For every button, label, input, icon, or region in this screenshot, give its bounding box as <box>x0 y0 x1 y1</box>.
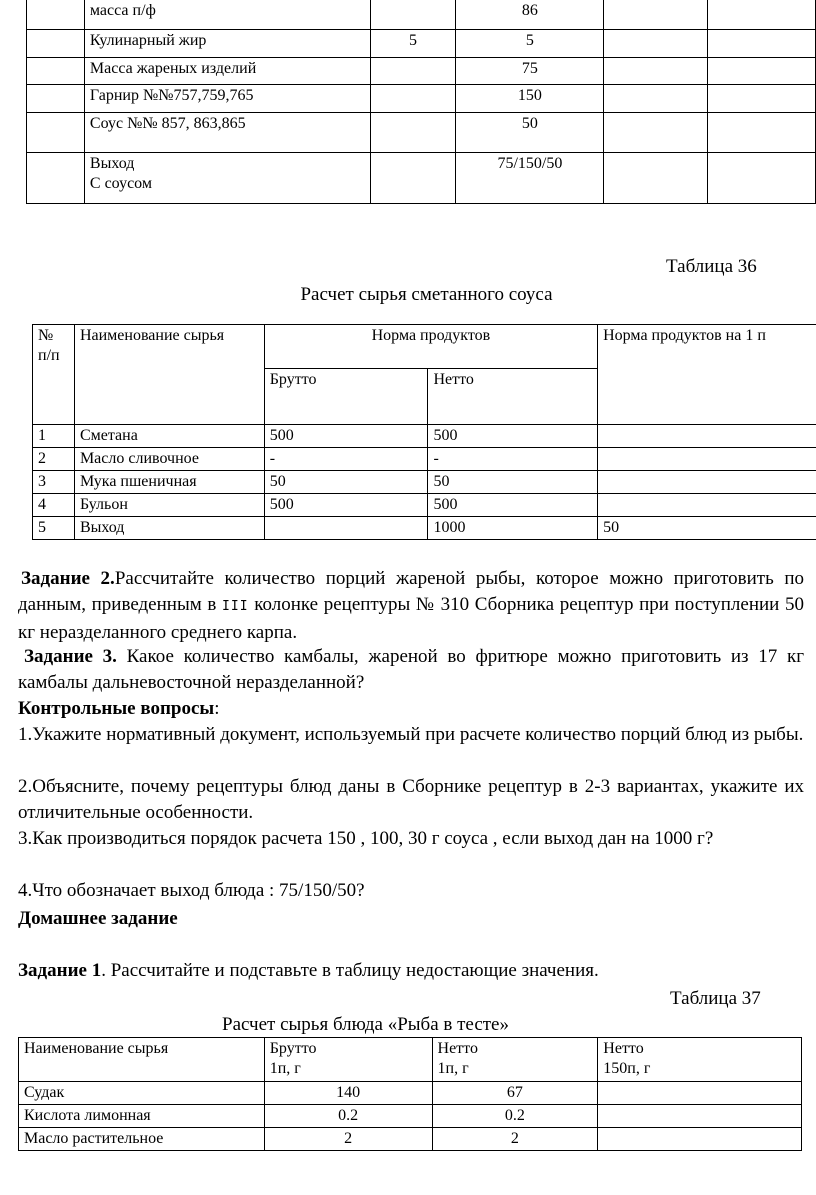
netto-cell: 1000 <box>428 517 598 540</box>
header-netto150-l2: 150п, г <box>603 1060 651 1077</box>
yield-value: 75/150/50 <box>456 153 604 204</box>
question-1: 1.Укажите нормативный документ, используемый при расчете количество порций блюд из рыбы. <box>18 724 804 745</box>
ingredient-name: Мука пшеничная <box>74 471 264 494</box>
table-row <box>33 494 816 517</box>
task3-label: Задание 3. <box>24 646 117 667</box>
brutto-cell: 0.2 <box>264 1105 432 1128</box>
ingredient-name: Масло сливочное <box>74 448 264 471</box>
ingredient-name: Выход <box>74 517 264 540</box>
brutto-cell: 50 <box>264 471 428 494</box>
header-brutto <box>264 1038 432 1082</box>
yield-line-2: С соусом <box>89 175 152 192</box>
per-portion-cell <box>598 448 816 471</box>
table-row <box>33 425 816 448</box>
row-num: 1 <box>33 425 75 448</box>
table36 <box>32 324 816 540</box>
table37 <box>18 1037 802 1151</box>
table-row <box>19 1105 802 1128</box>
header-norm-per-portion: Норма продуктов на 1 п <box>598 325 816 425</box>
netto150-cell <box>598 1105 802 1128</box>
header-netto-l2: 1п, г <box>437 1060 469 1077</box>
table-header-row <box>19 1038 802 1082</box>
control-colon: : <box>214 698 220 719</box>
control-questions-heading <box>18 696 220 722</box>
question-3: 3.Как производиться порядок расчета 150 , 100, 30 г соуса , если выход дан на 1000 г? <box>18 828 714 849</box>
row-num: 5 <box>33 517 75 540</box>
netto150-cell <box>598 1128 802 1151</box>
netto-cell: 0.2 <box>432 1105 598 1128</box>
netto-cell: 500 <box>428 425 598 448</box>
header-name: Наименование сырья <box>74 325 264 425</box>
netto-cell: 50 <box>428 471 598 494</box>
header-netto-l1: Нетто <box>437 1040 478 1057</box>
row-num: 3 <box>33 471 75 494</box>
netto-cell: 150 <box>456 85 604 113</box>
table-row <box>27 113 816 153</box>
netto-cell: 50 <box>456 113 604 153</box>
ingredient-name: Масса жареных изделий <box>84 58 370 85</box>
task2-paragraph <box>18 566 804 646</box>
per-portion-cell <box>598 494 816 517</box>
ingredient-name: Кислота лимонная <box>19 1105 265 1128</box>
header-brutto-l1: Брутто <box>269 1040 317 1057</box>
homework-label: Домашнее задание <box>18 908 178 929</box>
table-row <box>27 85 816 113</box>
table-row <box>33 471 816 494</box>
ingredient-name: Соус №№ 857, 863,865 <box>84 113 370 153</box>
task3-text: Какое количество камбалы, жареной во фритюре можно приготовить из 17 кг камбалы дальневосточной неразделанной? <box>18 646 804 693</box>
hw1-text: . Рассчитайте и подставьте в таблицу недостающие значения. <box>101 960 599 981</box>
brutto-cell: - <box>264 448 428 471</box>
netto-cell: 75 <box>456 58 604 85</box>
netto150-cell <box>598 1082 802 1105</box>
question-2: 2.Объясните, почему рецептуры блюд даны в Сборнике рецептур в 2-3 вариантах, укажите их отличительные особенности. <box>18 776 804 823</box>
brutto-cell: 500 <box>264 425 428 448</box>
per-portion-cell: 50 <box>598 517 816 540</box>
row-num: 4 <box>33 494 75 517</box>
task3-paragraph <box>18 644 804 696</box>
table37-title: Расчет сырья блюда «Рыба в тесте» <box>222 1014 509 1035</box>
brutto-cell: 500 <box>264 494 428 517</box>
header-brutto: Брутто <box>264 369 428 425</box>
brutto-cell <box>370 58 456 85</box>
table-row <box>27 58 816 85</box>
table-row-yield <box>27 153 816 204</box>
brutto-cell: 5 <box>370 30 456 58</box>
netto-cell: 500 <box>428 494 598 517</box>
table-row <box>27 30 816 58</box>
task2-text-2: колонке рецептуры № 310 Сборника рецептур при поступлении 50 кг неразделанного среднего карпа. <box>18 594 805 643</box>
ingredient-name: Судак <box>19 1082 265 1105</box>
question-4: 4.Что обозначает выход блюда : 75/150/50? <box>18 880 365 901</box>
brutto-cell <box>370 85 456 113</box>
row-num: 2 <box>33 448 75 471</box>
netto-cell: 86 <box>456 0 604 30</box>
yield-label <box>84 153 370 204</box>
header-netto150 <box>598 1038 802 1082</box>
task2-label: Задание 2. <box>21 568 115 589</box>
header-norm: Норма продуктов <box>264 325 597 369</box>
table36-number: Таблица 36 <box>666 256 757 277</box>
header-netto <box>432 1038 598 1082</box>
table-header-row <box>33 325 816 369</box>
brutto-cell <box>264 517 428 540</box>
recipe-table-top <box>26 0 816 204</box>
netto-cell: - <box>428 448 598 471</box>
homework-task1 <box>18 958 599 984</box>
table37-number: Таблица 37 <box>670 988 761 1009</box>
table-row <box>33 517 816 540</box>
control-label: Контрольные вопросы <box>18 698 215 719</box>
header-netto: Нетто <box>428 369 598 425</box>
ingredient-name: Сметана <box>74 425 264 448</box>
header-num: № п/п <box>33 325 75 425</box>
header-netto150-l1: Нетто <box>603 1040 644 1057</box>
ingredient-name: Кулинарный жир <box>84 30 370 58</box>
table-row <box>19 1082 802 1105</box>
header-name: Наименование сырья <box>19 1038 265 1082</box>
netto-cell: 2 <box>432 1128 598 1151</box>
netto-cell: 67 <box>432 1082 598 1105</box>
per-portion-cell <box>598 471 816 494</box>
table-row <box>27 0 816 30</box>
yield-line-1: Выход <box>89 155 135 172</box>
brutto-cell: 2 <box>264 1128 432 1151</box>
ingredient-name: масса п/ф <box>84 0 370 30</box>
brutto-cell: 140 <box>264 1082 432 1105</box>
ingredient-name: Гарнир №№757,759,765 <box>84 85 370 113</box>
table-row <box>19 1128 802 1151</box>
table-row <box>33 448 816 471</box>
brutto-cell <box>370 113 456 153</box>
hw1-label: Задание 1 <box>18 960 102 981</box>
brutto-cell <box>370 0 456 30</box>
ingredient-name: Масло растительное <box>19 1128 265 1151</box>
netto-cell: 5 <box>456 30 604 58</box>
task2-roman: III <box>222 599 249 614</box>
task2-text: Рассчитайте количество порций жареной рыбы, которое можно приготовить по данным, приведенным в <box>18 568 805 615</box>
homework-heading <box>18 906 178 932</box>
header-brutto-l2: 1п, г <box>269 1060 301 1077</box>
table36-title: Расчет сырья сметанного соуса <box>300 284 553 305</box>
per-portion-cell <box>598 425 816 448</box>
ingredient-name: Бульон <box>74 494 264 517</box>
